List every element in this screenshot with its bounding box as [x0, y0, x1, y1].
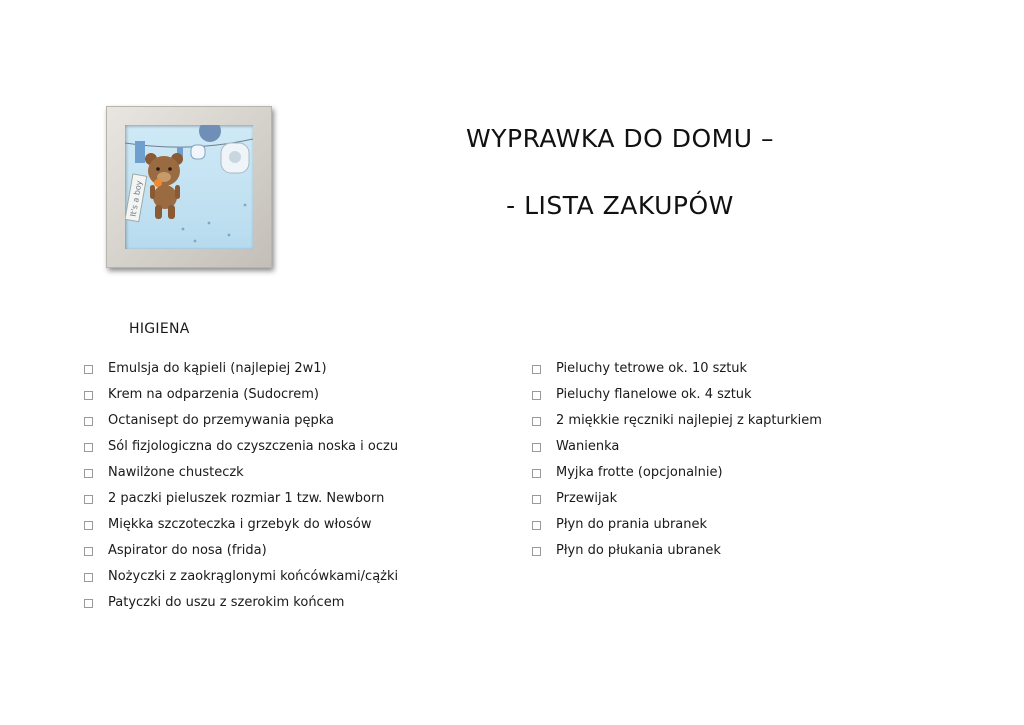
checklist-item — [532, 489, 822, 515]
checkbox-icon[interactable] — [532, 365, 541, 374]
checkbox-icon[interactable] — [532, 547, 541, 556]
checkbox-icon[interactable] — [532, 469, 541, 478]
checkbox-icon[interactable] — [84, 391, 93, 400]
checklist-item-label: Nożyczki z zaokrąglonymi końcówkami/cążki — [108, 569, 399, 584]
checkbox-icon[interactable] — [84, 365, 93, 374]
checklist-item-label: Emulsja do kąpieli (najlepiej 2w1) — [108, 361, 327, 376]
page-title-line-2: - LISTA ZAKUPÓW — [506, 191, 734, 220]
checklist-item-label: Płyn do płukania ubranek — [556, 543, 721, 558]
checklist-item — [532, 541, 822, 567]
checklist-item — [84, 463, 398, 489]
checklist-item — [84, 567, 398, 593]
checklist-item — [84, 411, 398, 437]
checklist-item — [532, 463, 822, 489]
checkbox-icon[interactable] — [84, 495, 93, 504]
checklist-item-label: Patyczki do uszu z szerokim końcem — [108, 595, 345, 610]
checklist-item-label: Sól fizjologiczna do czyszczenia noska i oczu — [108, 439, 399, 454]
checklist-item-label: Aspirator do nosa (frida) — [108, 543, 267, 558]
checkbox-icon[interactable] — [84, 469, 93, 478]
checkbox-icon[interactable] — [84, 417, 93, 426]
checkbox-icon[interactable] — [84, 599, 93, 608]
framed-picture — [106, 106, 272, 268]
checkbox-icon[interactable] — [84, 443, 93, 452]
checkbox-icon[interactable] — [532, 495, 541, 504]
checklist-item — [84, 385, 398, 411]
checklist-item-label: Nawilżone chusteczk — [108, 465, 244, 480]
checklist-item-label: Krem na odparzenia (Sudocrem) — [108, 387, 319, 402]
checklist-item — [84, 437, 398, 463]
checklist-item-label: 2 paczki pieluszek rozmiar 1 tzw. Newborn — [108, 491, 385, 506]
checklist-item-label: Pieluchy tetrowe ok. 10 sztuk — [556, 361, 748, 376]
checkbox-icon[interactable] — [532, 521, 541, 530]
checklist-item-label: Myjka frotte (opcjonalnie) — [556, 465, 723, 480]
checklist-item — [532, 515, 822, 541]
checklist-item-label: Pieluchy flanelowe ok. 4 sztuk — [556, 387, 752, 402]
teddy-bear — [145, 153, 183, 219]
checklist-item — [84, 541, 398, 567]
checklist-left — [84, 359, 398, 619]
checklist-item-label: Octanisept do przemywania pępka — [108, 413, 334, 428]
checkbox-icon[interactable] — [84, 521, 93, 530]
page-title-line-1: WYPRAWKA DO DOMU – — [466, 124, 774, 153]
checklist-item-label: Wanienka — [556, 439, 620, 454]
checkbox-icon[interactable] — [532, 391, 541, 400]
tag-text: It's a boy — [128, 179, 144, 218]
checklist-item — [532, 385, 822, 411]
teddy-bear-clothesline-icon — [125, 125, 253, 249]
checklist-item-label: Miękka szczoteczka i grzebyk do włosów — [108, 517, 372, 532]
checkbox-icon[interactable] — [84, 573, 93, 582]
checklist-item-label: Płyn do prania ubranek — [556, 517, 708, 532]
section-heading-hygiene: HIGIENA — [129, 321, 190, 337]
checklist-item-label: 2 miękkie ręczniki najlepiej z kapturkiem — [556, 413, 822, 428]
checklist-item — [532, 411, 822, 437]
checklist-item — [84, 593, 398, 619]
checkbox-icon[interactable] — [84, 547, 93, 556]
checklist-item-label: Przewijak — [556, 491, 618, 506]
checklist-item — [84, 359, 398, 385]
checkbox-icon[interactable] — [532, 443, 541, 452]
checklist-item — [84, 489, 398, 515]
checklist-item — [532, 359, 822, 385]
checklist-right — [532, 359, 822, 567]
checkbox-icon[interactable] — [532, 417, 541, 426]
checklist-item — [84, 515, 398, 541]
checklist-item — [532, 437, 822, 463]
